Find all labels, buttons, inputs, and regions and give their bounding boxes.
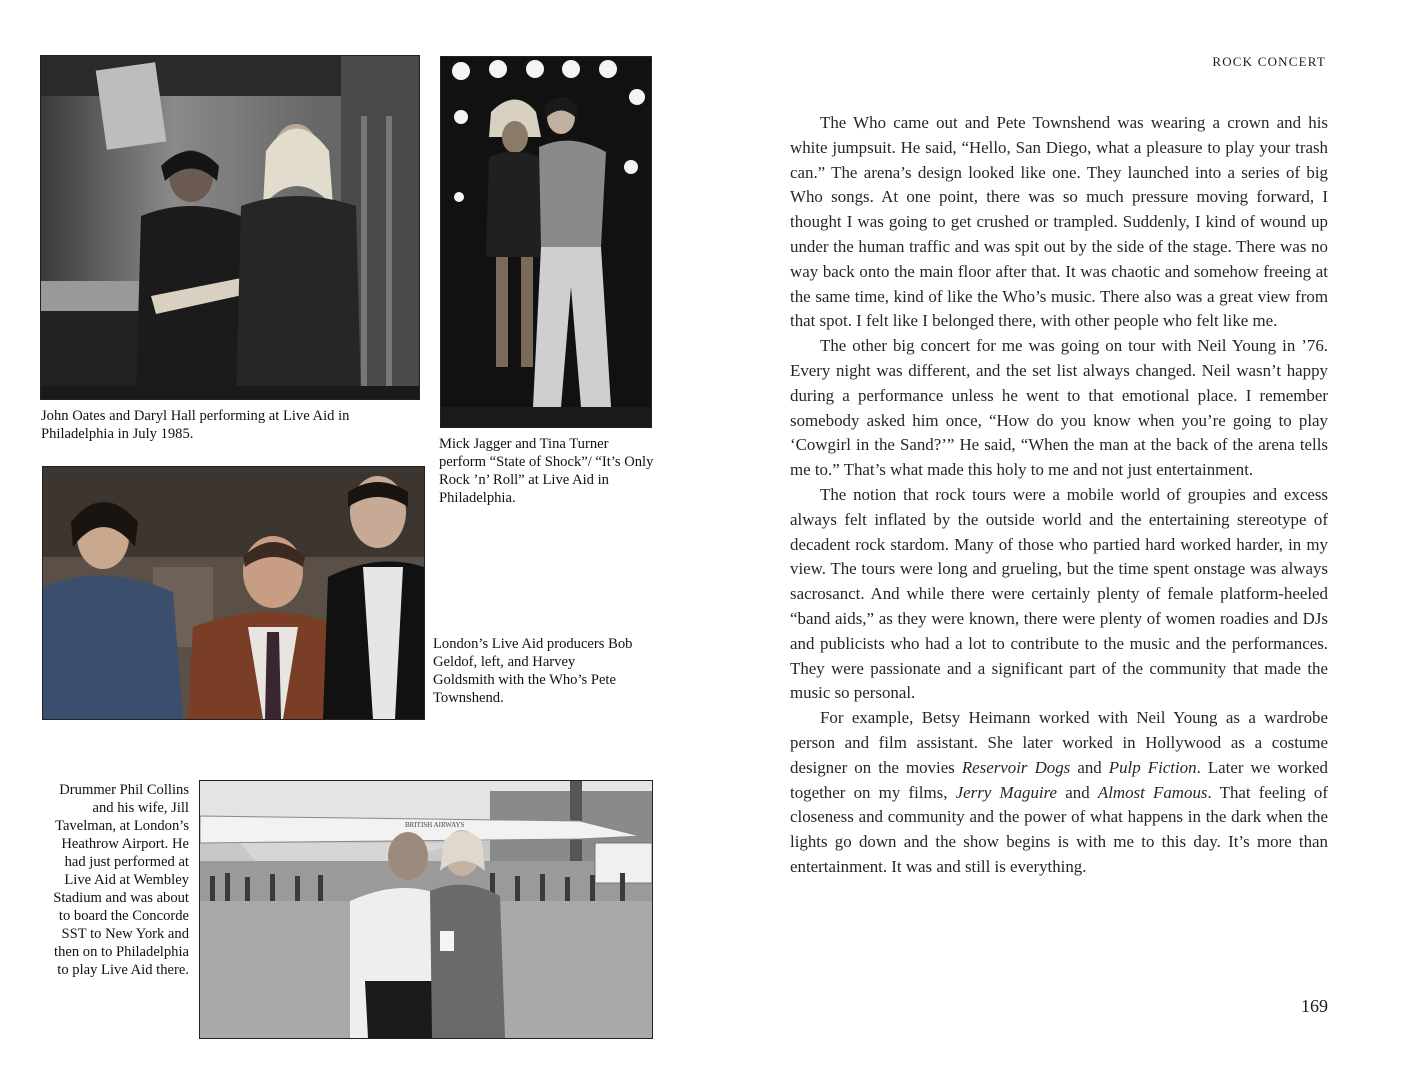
text-run: . That feeling of closeness and community and the power of what happens in the dark when the lights go down and the show begins is with me to this day. It’s more than entertainment. It was and still is everything. [790, 782, 1328, 876]
text-run: and [1057, 782, 1098, 802]
text-run: . Later we worked together on my films, [790, 757, 1328, 802]
body-paragraph [790, 111, 1328, 334]
page-number: 169 [1301, 996, 1328, 1016]
text-run: The other big concert for me was going on tour with Neil Young in ’76. Every night was different, and the set list always changed. Neil wasn’t happy during a performance unless he went to that emotional place. I remember somebody asked him once, “How do you know when you’re going to play ‘Cowgirl in the Sand?’” He said, “When the man at the back of the arena tells me to.” That’s what made this holy to me and not just entertainment. [790, 336, 1328, 480]
text-run: The Who came out and Pete Townshend was wearing a crown and his white jumpsuit. He said, “Hello, San Diego, what a pleasure to play your trash can.” The arena’s design looked like one. They launched into a series of big Who songs. At one point, there was so much pressure moving forward, I thought I was going to get crushed or trampled. Suddenly, I kind of wound up under the human traffic and was spit out by the side of the stage. There was no way back onto the main floor after that. It was chaotic and somehow freeing at the same time, kind of like the Who’s music. There also was a great view from that spot. I felt like I belonged there, with other people who felt like me. [790, 113, 1328, 331]
italic-title: Reservoir Dogs [961, 757, 1071, 777]
photo-hall-oates [40, 55, 420, 400]
photo-jagger-turner [440, 56, 652, 428]
photo-phil-collins [199, 780, 653, 1039]
italic-title: Pulp Fiction [1108, 757, 1197, 777]
text-run: and [1070, 757, 1109, 777]
body-text [790, 111, 1328, 880]
italic-title: Jerry Maguire [955, 782, 1058, 802]
caption-jagger-turner: Mick Jagger and Tina Turner perform “State of Shock”/ “It’s Only Rock ’n’ Roll” at Live Aid in Philadelphia. [439, 436, 654, 506]
body-paragraph [790, 334, 1328, 483]
right-page [704, 0, 1408, 1080]
body-paragraph [790, 706, 1328, 880]
italic-title: Almost Famous [1097, 782, 1208, 802]
plane-livery-text: BRITISH AIRWAYS [405, 821, 465, 829]
photo-geldof-goldsmith-townshend [42, 466, 425, 720]
caption-geldof: London’s Live Aid producers Bob Geldof, left, and Harvey Goldsmith with the Who’s Pete Townshend. [433, 636, 633, 706]
running-head: ROCK CONCERT [1212, 54, 1326, 69]
text-run: The notion that rock tours were a mobile world of groupies and excess always felt inflated by the outside world and the entertaining stereotype of decadent rock stardom. Many of those who partied hard worked harder, in my view. The tours were long and grueling, but the time spent onstage was always sacrosanct. And while there were certainly plenty of female platform-heeled “band aids,” as they were known, there were plenty of women roadies and DJs and publicists who had a lot to contribute to the music and the performances. They were passionate and a significant part of the community that made the music so personal. [790, 484, 1328, 703]
caption-collins: Drummer Phil Collins and his wife, Jill Tavelman, at London’s Heathrow Airport. He had just performed at Live Aid at Wembley Stadium and was about to board the Concorde SST to New York and then on to Philadelphia to play Live Aid there. [53, 782, 189, 978]
caption-hall-oates: John Oates and Daryl Hall performing at Live Aid in Philadelphia in July 1985. [41, 408, 350, 442]
body-paragraph [790, 483, 1328, 706]
text-run: For example, Betsy Heimann worked with Neil Young as a wardrobe person and film assistant. She later worked in Hollywood as a costume designer on the movies [790, 708, 1328, 777]
